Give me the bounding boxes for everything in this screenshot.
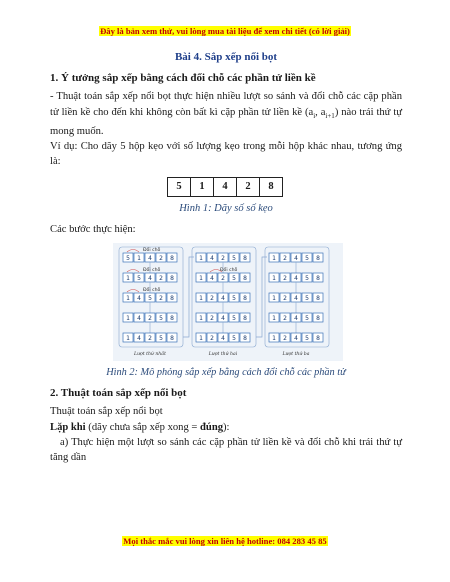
figure-cell-value: 1 — [199, 294, 203, 302]
figure-cell-value: 1 — [137, 254, 141, 262]
pass-label: Lượt thứ ba — [282, 351, 310, 357]
bubble-sort-figure — [113, 243, 343, 361]
step-a-text: a) Thực hiện một lượt so sánh các cặp phần tử liền kề và đổi chỗ khi trái thứ tự tăng dần — [50, 436, 402, 463]
figure-cell-value: 1 — [199, 314, 203, 322]
figure-cell-value: 8 — [316, 274, 320, 282]
subscript-i: i — [313, 111, 316, 120]
figure-cell-value: 2 — [283, 254, 287, 262]
figure-cell-value: 4 — [221, 314, 225, 322]
figure-cell-value: 1 — [272, 254, 276, 262]
figure-cell-value: 8 — [316, 314, 320, 322]
figure-cell-value: 1 — [199, 274, 203, 282]
figure-cell-value: 8 — [243, 314, 247, 322]
figure-cell-value: 5 — [305, 294, 309, 302]
figure-2-caption: Hình 2: Mô phỏng sắp xếp bằng cách đổi chỗ các phần tử — [106, 366, 346, 378]
figure-cell-value: 8 — [316, 254, 320, 262]
figure-cell-value: 5 — [305, 334, 309, 342]
section-2-heading: 2. Thuật toán sắp xếp nổi bọt — [50, 387, 187, 400]
figure-cell-value: 8 — [243, 294, 247, 302]
swap-label: Đổi chỗ — [220, 267, 238, 273]
figure-cell-value: 5 — [159, 314, 163, 322]
figure-cell-value: 8 — [170, 334, 174, 342]
figure-cell-value: 4 — [294, 314, 298, 322]
lesson-title: Bài 4. Sắp xếp nổi bọt — [174, 51, 278, 63]
figure-cell-value: 1 — [272, 294, 276, 302]
swap-label: Đổi chỗ — [143, 267, 161, 273]
figure-cell-value: 8 — [243, 254, 247, 262]
para-text-a: - Thuật toán sắp xếp nổi bọt thực hiện nhiều lượt so sánh và đổi chỗ các cặp phần tử liền kề cho đến khi không còn bất kì cặp phần tử liền kề (a — [50, 91, 402, 118]
figure-cell-value: 5 — [126, 254, 130, 262]
steps-label: Các bước thực hiện: — [50, 223, 136, 235]
figure-cell-value: 2 — [283, 314, 287, 322]
loop-condition-c: ): — [223, 421, 230, 433]
figure-cell-value: 2 — [283, 274, 287, 282]
figure-cell-value: 4 — [148, 254, 152, 262]
figure-cell-value: 5 — [232, 294, 236, 302]
section-1-paragraph — [50, 89, 402, 139]
figure-cell-value: 8 — [243, 334, 247, 342]
sequence-cell: 1 — [191, 178, 214, 196]
figure-cell-value: 8 — [316, 334, 320, 342]
figure-cell-value: 8 — [316, 294, 320, 302]
figure-cell-value: 1 — [272, 274, 276, 282]
para-text-c: ) nào trái thứ tự mong muốn. — [50, 106, 403, 137]
sequence-cell: 4 — [214, 178, 237, 196]
figure-cell-value: 4 — [210, 274, 214, 282]
example-paragraph: Ví dụ: Cho dãy 5 hộp kẹo với số lượng kẹo trong mỗi hộp khác nhau, tương ứng là: — [50, 141, 402, 168]
figure-1-caption: Hình 1: Dãy số số kẹo — [179, 202, 273, 214]
para-text-b: , a — [315, 106, 326, 118]
figure-cell-value: 4 — [294, 334, 298, 342]
figure-cell-value: 1 — [199, 254, 203, 262]
figure-cell-value: 5 — [159, 334, 163, 342]
figure-cell-value: 1 — [199, 334, 203, 342]
figure-cell-value: 4 — [221, 294, 225, 302]
figure-cell-value: 1 — [272, 314, 276, 322]
sequence-cell: 8 — [268, 180, 274, 192]
figure-cell-value: 2 — [221, 254, 225, 262]
loop-condition-a: (dãy chưa sắp xếp xong = — [85, 421, 201, 433]
figure-cell-value: 5 — [148, 294, 152, 302]
swap-label: Đổi chỗ — [143, 287, 161, 293]
figure-cell-value: 5 — [305, 274, 309, 282]
figure-cell-value: 8 — [170, 294, 174, 302]
subscript-i-plus-1: i+1 — [325, 111, 335, 120]
swap-label: Đổi chỗ — [143, 247, 161, 253]
figure-cell-value: 1 — [272, 334, 276, 342]
figure-cell-value: 5 — [137, 274, 141, 282]
figure-cell-value: 5 — [232, 274, 236, 282]
figure-cell-value: 1 — [126, 294, 130, 302]
figure-cell-value: 5 — [232, 254, 236, 262]
figure-cell-value: 1 — [126, 314, 130, 322]
figure-cell-value: 2 — [283, 294, 287, 302]
figure-cell-value: 8 — [170, 274, 174, 282]
figure-cell-value: 4 — [294, 254, 298, 262]
section-1-heading: 1. Ý tưởng sắp xếp bằng cách đổi chỗ các phần tử liền kề — [50, 72, 316, 85]
candy-sequence-table — [167, 177, 283, 197]
figure-cell-value: 5 — [232, 334, 236, 342]
sequence-cell: 2 — [237, 178, 260, 196]
figure-cell-value: 4 — [210, 254, 214, 262]
figure-cell-value: 8 — [170, 254, 174, 262]
figure-cell-value: 4 — [137, 314, 141, 322]
figure-cell-value: 1 — [126, 334, 130, 342]
figure-cell-value: 8 — [243, 274, 247, 282]
sequence-cell: 5 — [168, 178, 191, 196]
preview-notice-banner — [0, 26, 450, 36]
figure-cell-value: 5 — [232, 314, 236, 322]
loop-keyword: Lặp khi — [50, 421, 86, 433]
figure-cell-value: 4 — [294, 294, 298, 302]
figure-cell-value: 4 — [294, 274, 298, 282]
figure-cell-value: 4 — [148, 274, 152, 282]
figure-cell-value: 2 — [159, 294, 163, 302]
pass-label: Lượt thứ hai — [208, 351, 238, 357]
figure-cell-value: 2 — [148, 314, 152, 322]
figure-cell-value: 5 — [305, 314, 309, 322]
figure-cell-value: 8 — [170, 314, 174, 322]
figure-cell-value: 2 — [283, 334, 287, 342]
figure-cell-value: 2 — [210, 314, 214, 322]
figure-cell-value: 2 — [221, 274, 225, 282]
figure-cell-value: 5 — [305, 254, 309, 262]
figure-cell-value: 4 — [221, 334, 225, 342]
pass-label: Lượt thứ nhất — [134, 351, 166, 357]
algorithm-title: Thuật toán sắp xếp nổi bọt — [50, 406, 163, 418]
figure-cell-value: 1 — [126, 274, 130, 282]
figure-cell-value: 2 — [159, 274, 163, 282]
preview-notice-text: Đây là bản xem thử, vui lòng mua tài liệu để xem chi tiết (có lời giải) — [100, 26, 350, 36]
figure-cell-value: 2 — [148, 334, 152, 342]
loop-condition-value: đúng — [200, 421, 224, 433]
figure-cell-value: 2 — [159, 254, 163, 262]
document-body — [50, 50, 402, 465]
figure-cell-value: 2 — [210, 294, 214, 302]
hotline-text: Mọi thắc mắc vui lòng xin liên hệ hotline: 084 283 45 85 — [123, 536, 327, 546]
figure-cell-value: 4 — [137, 294, 141, 302]
hotline-banner — [0, 536, 450, 546]
loop-line — [50, 420, 402, 435]
figure-cell-value: 4 — [137, 334, 141, 342]
figure-cell-value: 2 — [210, 334, 214, 342]
